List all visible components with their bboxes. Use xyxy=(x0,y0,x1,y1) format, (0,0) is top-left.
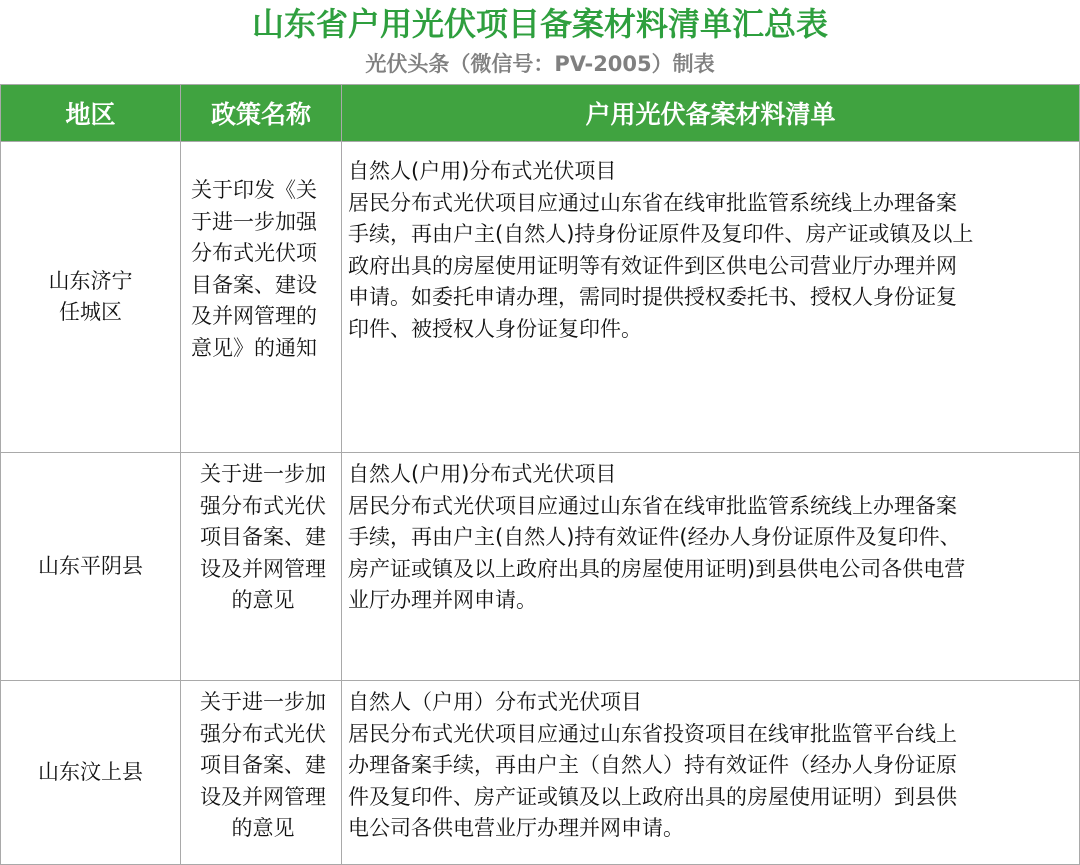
table-row xyxy=(1,453,1080,681)
policy-cell xyxy=(181,453,342,681)
materials-text: 居民分布式光伏项目应通过山东省投资项目在线审批监管平台线上 xyxy=(348,721,957,746)
materials-text: 印件、被授权人身份证复印件。 xyxy=(348,316,642,341)
policy-text: 设及并网管理 xyxy=(200,556,326,581)
materials-text: 自然人（户用）分布式光伏项目 xyxy=(348,690,642,714)
page-title: 山东省户用光伏项目备案材料清单汇总表 xyxy=(251,5,828,43)
materials-text: 手续，再由户主(自然人)持有效证件(经办人身份证原件及复印件、 xyxy=(348,525,961,549)
materials-text: 自然人(户用)分布式光伏项目 xyxy=(348,159,617,183)
table-header-row xyxy=(1,85,1080,142)
policy-text: 关于进一步加 xyxy=(200,690,326,714)
policy-cell xyxy=(181,142,342,453)
policy-text: 项目备案、建 xyxy=(200,525,326,549)
materials-text: 房产证或镇及以上政府出具的房屋使用证明)到县供电公司各供电营 xyxy=(348,556,966,581)
policy-text: 关于进一步加 xyxy=(200,462,326,486)
region-text: 山东平阴县 xyxy=(38,553,143,578)
region-cell xyxy=(1,142,181,453)
materials-text: 居民分布式光伏项目应通过山东省在线审批监管系统线上办理备案 xyxy=(348,493,957,518)
policy-text: 强分布式光伏 xyxy=(200,493,326,518)
materials-text: 居民分布式光伏项目应通过山东省在线审批监管系统线上办理备案 xyxy=(348,190,957,215)
materials-cell xyxy=(342,453,1080,681)
policy-text: 的意见 xyxy=(231,816,295,840)
policy-text: 关于印发《关 xyxy=(191,178,317,202)
materials-cell xyxy=(342,142,1080,453)
policy-text: 及并网管理的 xyxy=(191,304,317,328)
header-region: 地区 xyxy=(1,85,181,142)
policy-text: 于进一步加强 xyxy=(191,209,317,234)
materials-text: 手续，再由户主(自然人)持身份证原件及复印件、房产证或镇及以上 xyxy=(348,222,974,246)
page-subtitle: 光伏头条（微信号：PV-2005）制表 xyxy=(365,52,715,76)
region-text: 山东汶上县 xyxy=(38,759,143,784)
policy-text: 目备案、建设 xyxy=(191,272,317,297)
policy-text: 分布式光伏项 xyxy=(191,241,317,265)
materials-text: 业厅办理并网申请。 xyxy=(348,588,537,612)
materials-text: 自然人(户用)分布式光伏项目 xyxy=(348,462,617,486)
policy-text: 的意见 xyxy=(231,588,295,612)
region-cell xyxy=(1,681,181,865)
table-row xyxy=(1,681,1080,865)
policy-text: 设及并网管理 xyxy=(200,784,326,809)
region-text: 山东济宁 xyxy=(48,268,133,293)
region-text: 任城区 xyxy=(59,300,122,324)
materials-text: 申请。如委托申请办理，需同时提供授权委托书、授权人身份证复 xyxy=(348,285,957,309)
table-row xyxy=(1,142,1080,453)
policy-text: 项目备案、建 xyxy=(200,753,326,777)
policy-cell xyxy=(181,681,342,865)
header-policy: 政策名称 xyxy=(181,85,342,142)
materials-text: 办理备案手续，再由户主（自然人）持有效证件（经办人身份证原 xyxy=(348,753,957,777)
policy-text: 意见》的通知 xyxy=(191,335,317,360)
header-materials: 户用光伏备案材料清单 xyxy=(342,85,1080,142)
materials-text: 件及复印件、房产证或镇及以上政府出具的房屋使用证明）到县供 xyxy=(348,784,957,809)
materials-text: 政府出具的房屋使用证明等有效证件到区供电公司营业厅办理并网 xyxy=(348,253,957,278)
summary-table xyxy=(0,84,1080,865)
materials-cell xyxy=(342,681,1080,865)
materials-text: 电公司各供电营业厅办理并网申请。 xyxy=(348,816,684,840)
policy-text: 强分布式光伏 xyxy=(200,721,326,746)
region-cell xyxy=(1,453,181,681)
